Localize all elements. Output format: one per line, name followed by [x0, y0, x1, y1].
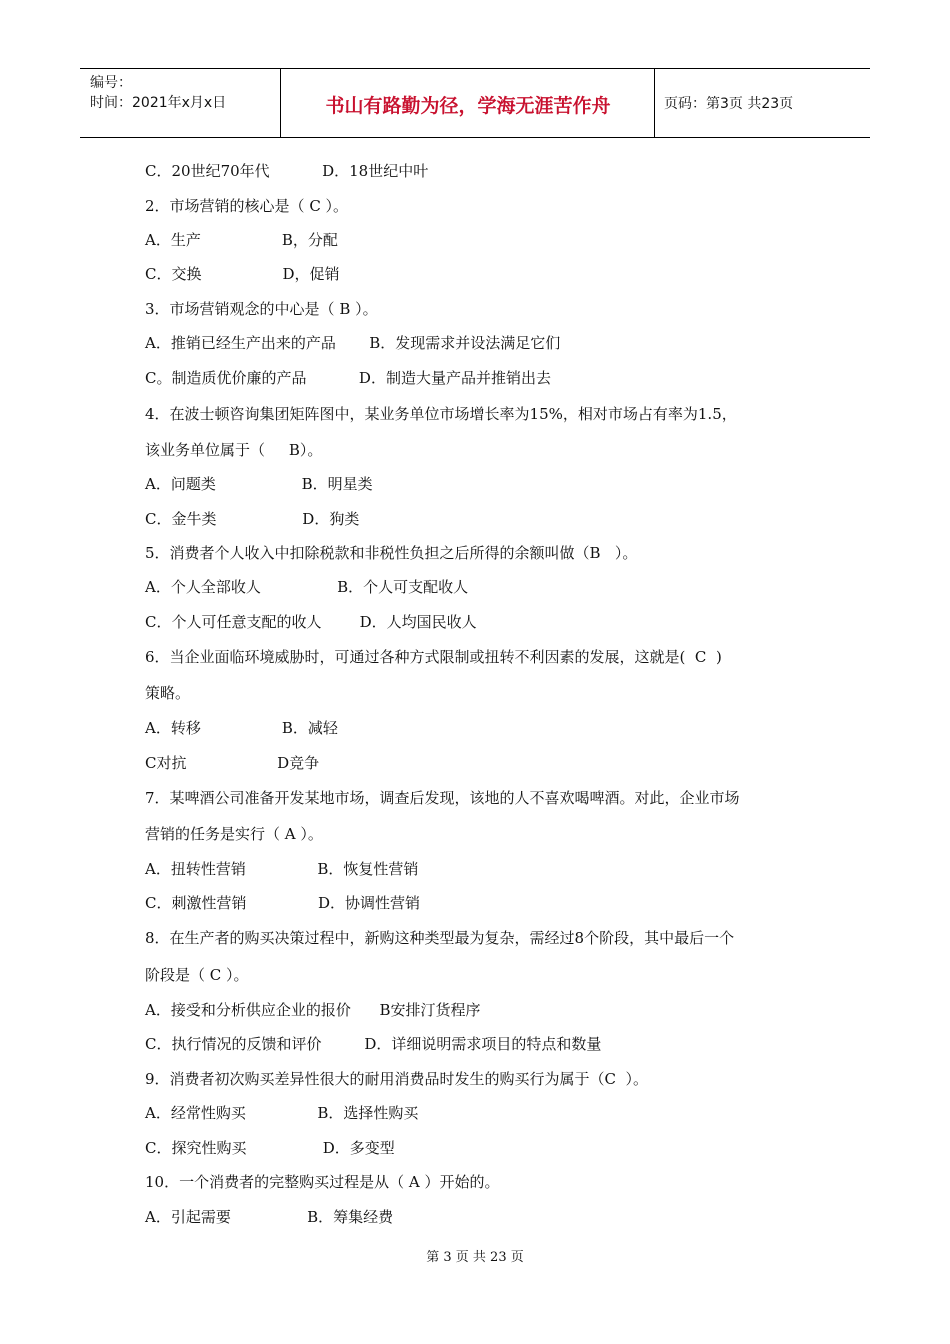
- text-line: 策略。: [145, 684, 191, 702]
- text-line: C．20世纪70年代 D．18世纪中叶: [145, 162, 429, 180]
- text-line: 4．在波士顿咨询集团矩阵图中，某业务单位市场增长率为15%，相对市场占有率为1.5，: [145, 405, 737, 423]
- header-divider: [654, 69, 655, 137]
- text-line: 10．一个消费者的完整购买过程是从（ A ）开始的。: [145, 1173, 500, 1191]
- text-line: C．刺激性营销 D．协调性营销: [145, 894, 421, 912]
- text-line: 9．消费者初次购买差异性很大的耐用消费品时发生的购买行为属于（C ）。: [145, 1070, 649, 1088]
- text-line: 7．某啤酒公司准备开发某地市场，调查后发现，该地的人不喜欢喝啤酒。对此，企业市场: [145, 789, 740, 807]
- text-line: 该业务单位属于（ B）。: [145, 441, 323, 459]
- time-label: 时间：2021年x月x日: [90, 95, 227, 111]
- text-line: 3．市场营销观念的中心是（ B ）。: [145, 300, 378, 318]
- text-line: 6．当企业面临环境威胁时，可通过各种方式限制或扭转不利因素的发展，这就是( C ): [145, 648, 722, 666]
- text-line: A．经常性购买 B．选择性购买: [145, 1104, 419, 1122]
- text-line: 阶段是（ C ）。: [145, 966, 249, 984]
- code-label: 编号：: [90, 75, 132, 91]
- text-line: 5．消费者个人收入中扣除税款和非税性负担之后所得的余额叫做（B ）。: [145, 544, 638, 562]
- header-page-info: 页码：第3页 共23页: [664, 96, 794, 112]
- text-line: A．转移 B．减轻: [145, 719, 338, 737]
- header-motto: 书山有路勤为径，学海无涯苦作舟: [325, 95, 611, 117]
- text-line: C对抗 D竞争: [145, 754, 320, 772]
- header-meta: [90, 73, 226, 113]
- text-line: A．生产 B，分配: [145, 231, 338, 249]
- text-line: A．扭转性营销 B．恢复性营销: [145, 860, 419, 878]
- page-header: [80, 68, 870, 138]
- text-line: C．执行情况的反馈和评价 D．详细说明需求项目的特点和数量: [145, 1035, 602, 1053]
- page-footer: 第 3 页 共 23 页: [426, 1250, 524, 1265]
- text-line: A．引起需要 B．筹集经费: [145, 1208, 394, 1226]
- text-line: 2．市场营销的核心是（ C ）。: [145, 197, 349, 215]
- text-line: A．问题类 B．明星类: [145, 475, 373, 493]
- text-line: C．金牛类 D．狗类: [145, 510, 360, 528]
- text-line: C．交换 D，促销: [145, 265, 340, 283]
- text-line: C。制造质优价廉的产品 D．制造大量产品并推销出去: [145, 369, 551, 387]
- text-line: C．个人可任意支配的收人 D．人均国民收人: [145, 613, 477, 631]
- text-line: A．个人全部收人 B．个人可支配收人: [145, 578, 469, 596]
- text-line: A．接受和分析供应企业的报价 B安排汀货程序: [145, 1001, 481, 1019]
- text-line: 8．在生产者的购买决策过程中，新购这种类型最为复杂，需经过8个阶段，其中最后一个: [145, 929, 735, 947]
- text-line: 营销的任务是实行（ A ）。: [145, 825, 323, 843]
- header-divider: [280, 69, 281, 137]
- text-line: C．探究性购买 D．多变型: [145, 1139, 395, 1157]
- text-line: A．推销已经生产出来的产品 B．发现需求并设法满足它们: [145, 334, 561, 352]
